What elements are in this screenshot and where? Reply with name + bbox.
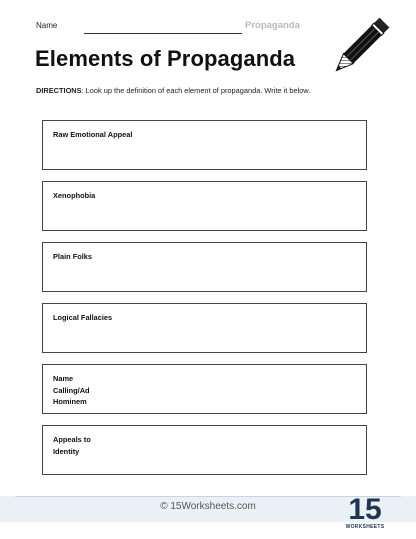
directions-label: DIRECTIONS <box>36 86 82 95</box>
box-label: Raw Emotional Appeal <box>53 130 133 139</box>
worksheet-topic: Propaganda <box>245 20 300 31</box>
box-label: Name Calling/Ad Hominem <box>53 374 90 406</box>
answer-box-appeals-to-identity[interactable] <box>42 425 367 475</box>
name-row <box>36 21 336 35</box>
answer-box-xenophobia[interactable] <box>42 181 367 231</box>
box-label: Xenophobia <box>53 191 96 200</box>
logo-number: 15 <box>348 493 382 526</box>
footer-copyright: © 15Worksheets.com <box>160 501 256 512</box>
answer-box-plain-folks[interactable] <box>42 242 367 292</box>
pencil-icon <box>328 14 390 82</box>
box-label: Logical Fallacies <box>53 313 113 322</box>
answer-box-name-calling[interactable] <box>42 364 367 414</box>
name-label: Name <box>36 21 58 30</box>
directions <box>36 85 372 97</box>
directions-text: : Look up the definition of each element of propaganda. Write it below. <box>81 86 311 95</box>
logo-text: WORKSHEETS <box>345 524 385 530</box>
name-line <box>84 33 242 34</box>
answer-box-logical-fallacies[interactable] <box>42 303 367 353</box>
footer-divider <box>15 496 401 497</box>
worksheet-title: Elements of Propaganda <box>35 46 296 71</box>
answer-box-raw-emotional-appeal[interactable] <box>42 120 367 170</box>
site-logo <box>345 489 385 531</box>
box-label: Plain Folks <box>53 252 93 261</box>
box-label: Appeals to Identity <box>53 435 91 456</box>
